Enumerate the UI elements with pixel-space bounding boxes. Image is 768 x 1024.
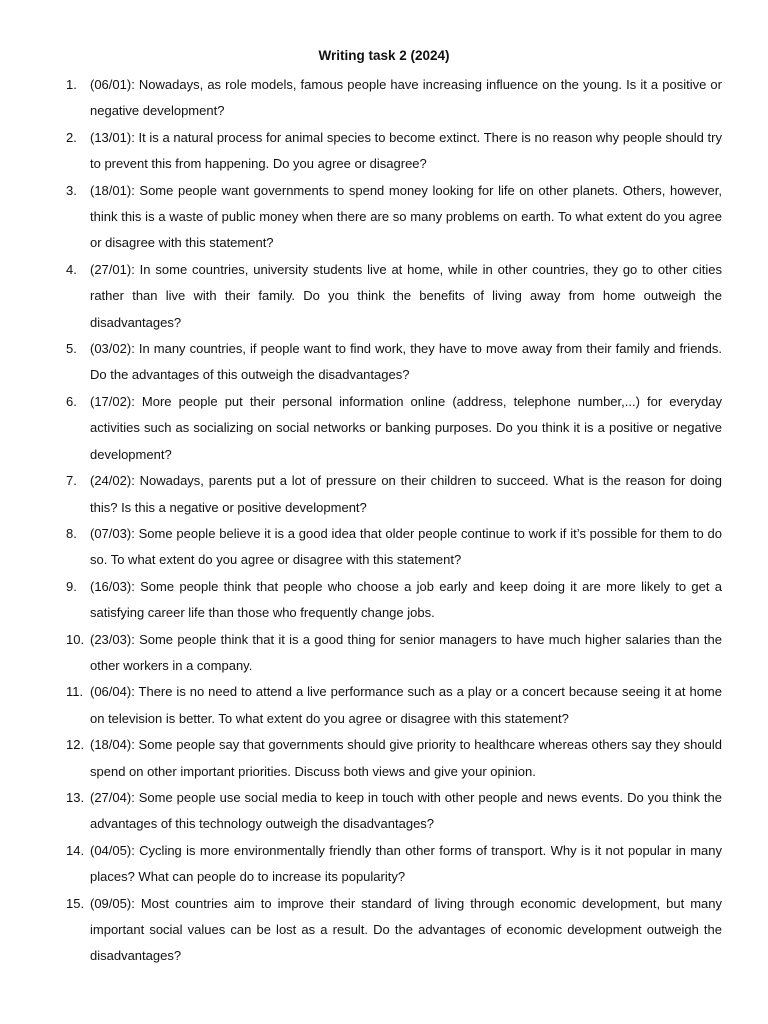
- item-number: 13.: [66, 789, 85, 805]
- item-text: (16/03): Some people think that people who choose a job early and keep doing it are more likely to get a satisfying career life than those who frequently change jobs.: [90, 578, 722, 621]
- item-text: (13/01): It is a natural process for animal species to become extinct. There is no reason why people should try to prevent this from happening. Do you agree or disagree?: [90, 129, 722, 172]
- item-number: 14.: [66, 842, 85, 858]
- item-text: (27/04): Some people use social media to keep in touch with other people and news events. Do you think the advantages of this technology outweigh the disadvantages?: [90, 789, 722, 832]
- item-text: (06/04): There is no need to attend a live performance such as a play or a concert because seeing it at home on television is better. To what extent do you agree or disagree with this statement?: [90, 684, 722, 726]
- list-item: [66, 125, 722, 178]
- item-text: (06/01): Nowadays, as role models, famous people have increasing influence on the young. Is it a positive or negative development?: [90, 77, 722, 119]
- item-text: (27/01): In some countries, university students live at home, while in other countries, they go to other cities rather than live with their family. Do you think the benefits of living away from home outweigh the disadvantages?: [90, 261, 722, 330]
- item-number: 8.: [66, 525, 77, 541]
- writing-task-list: [66, 72, 722, 970]
- list-item: [66, 178, 722, 257]
- list-item: [66, 336, 722, 389]
- item-number: 4.: [66, 261, 77, 277]
- item-number: 7.: [66, 473, 77, 489]
- item-text: (09/05): Most countries aim to improve their standard of living through economic development, but many important social values can be lost as a result. Do the advantages of economic development outweigh the disadvantages?: [90, 895, 722, 964]
- list-item: [66, 891, 722, 970]
- item-text: (18/04): Some people say that governments should give priority to healthcare whereas others say they should spend on other important priorities. Discuss both views and give your opinion.: [90, 737, 722, 779]
- list-item: [66, 257, 722, 336]
- item-number: 3.: [66, 182, 77, 198]
- item-number: 9.: [66, 578, 77, 594]
- item-number: 1.: [66, 77, 77, 92]
- item-number: 2.: [66, 129, 77, 145]
- list-item: [66, 679, 722, 732]
- item-text: (17/02): More people put their personal information online (address, telephone number,...) for everyday activities such as socializing on social networks or banking purposes. Do you think it is a positive or negative development?: [90, 393, 722, 462]
- list-item: [66, 389, 722, 468]
- list-item: [66, 468, 722, 521]
- item-text: (24/02): Nowadays, parents put a lot of pressure on their children to succeed. What is the reason for doing this? Is this a negative or positive development?: [90, 473, 722, 515]
- list-item: [66, 72, 722, 125]
- list-item: [66, 732, 722, 785]
- list-item: [66, 521, 722, 574]
- list-item: [66, 627, 722, 680]
- list-item: [66, 785, 722, 838]
- list-item: [66, 574, 722, 627]
- list-item: [66, 838, 722, 891]
- item-text: (18/01): Some people want governments to spend money looking for life on other planets. Others, however, think this is a waste of public money when there are so many problems on earth. To what extent do you agree or disagree with this statement?: [90, 182, 722, 251]
- item-text: (04/05): Cycling is more environmentally friendly than other forms of transport. Why is it not popular in many places? What can people do to increase its popularity?: [90, 842, 722, 885]
- item-text: (07/03): Some people believe it is a good idea that older people continue to work if it’s possible for them to do so. To what extent do you agree or disagree with this statement?: [90, 525, 722, 568]
- page-title: Writing task 2 (2024): [318, 48, 450, 63]
- item-number: 5.: [66, 341, 77, 357]
- item-number: 10.: [66, 631, 85, 647]
- item-number: 12.: [66, 737, 85, 753]
- item-text: (03/02): In many countries, if people want to find work, they have to move away from their family and friends. Do the advantages of this outweigh the disadvantages?: [90, 341, 722, 383]
- item-number: 15.: [66, 895, 85, 911]
- item-number: 6.: [66, 393, 77, 409]
- item-number: 11.: [66, 684, 84, 700]
- item-text: (23/03): Some people think that it is a good thing for senior managers to have much higher salaries than the other workers in a company.: [90, 631, 722, 673]
